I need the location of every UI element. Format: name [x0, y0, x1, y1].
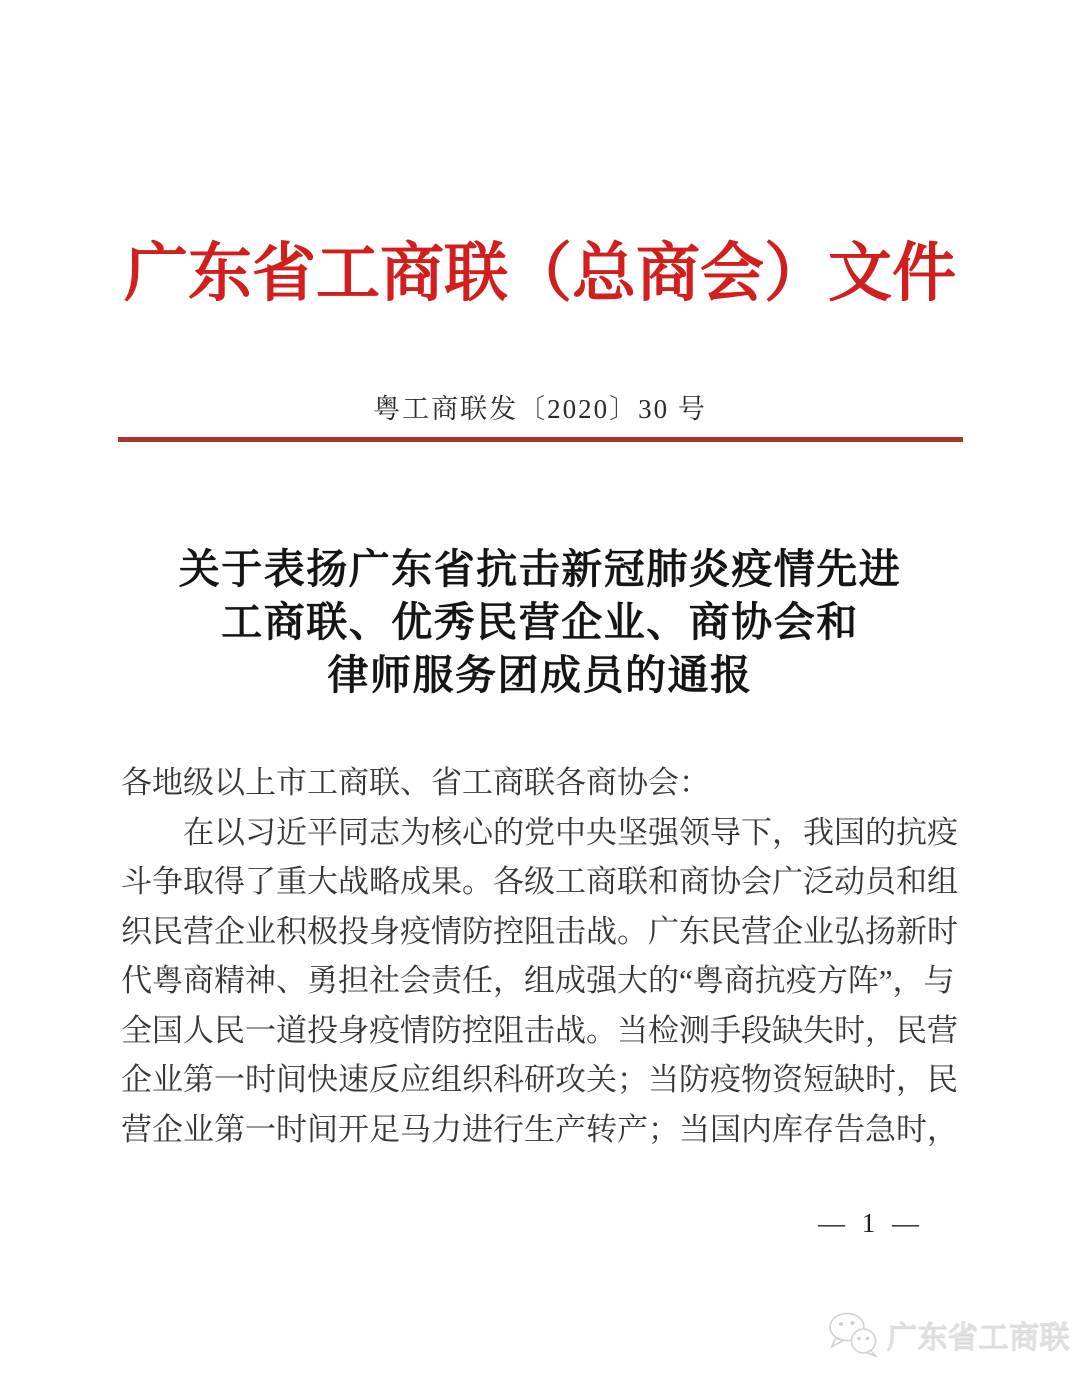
body-line: 织民营企业积极投身疫情防控阻击战。广东民营企业弘扬新时 [121, 913, 958, 949]
salutation-line: 各地级以上市工商联、省工商联各商协会： [121, 765, 710, 800]
notice-body [121, 758, 962, 1154]
document-number: 粤工商联发〔2020〕30 号 [373, 394, 707, 424]
letterhead-divider [118, 437, 963, 442]
notice-title-line: 律师服务团成员的通报 [327, 652, 753, 698]
notice-title-line: 工商联、优秀民营企业、商协会和 [221, 599, 859, 645]
body-line: 营企业第一时间开足马力进行生产转产；当国内库存告急时， [121, 1111, 958, 1147]
body-line: 代粤商精神、勇担社会责任，组成强大的“粤商抗疫方阵”，与 [121, 963, 955, 998]
body-line: 企业第一时间快速反应组织科研攻关；当防疫物资短缺时，民 [121, 1062, 958, 1097]
notice-title-line: 关于表扬广东省抗击新冠肺炎疫情先进 [178, 546, 902, 592]
notice-title [0, 543, 1080, 702]
wechat-watermark [826, 1308, 1070, 1360]
body-line: 全国人民一道投身疫情防控阻击战。当检测手段缺失时，民营 [121, 1012, 958, 1048]
letterhead-org-title: 广东省工商联（总商会）文件 [124, 238, 956, 309]
page-number: — 1 — [818, 1208, 924, 1238]
watermark-label: 广东省工商联 [887, 1321, 1070, 1354]
wechat-logo-icon [826, 1308, 884, 1360]
body-line: 斗争取得了重大战略成果。各级工商联和商协会广泛动员和组 [121, 864, 958, 899]
body-line: 在以习近平同志为核心的党中央坚强领导下，我国的抗疫 [183, 814, 958, 850]
